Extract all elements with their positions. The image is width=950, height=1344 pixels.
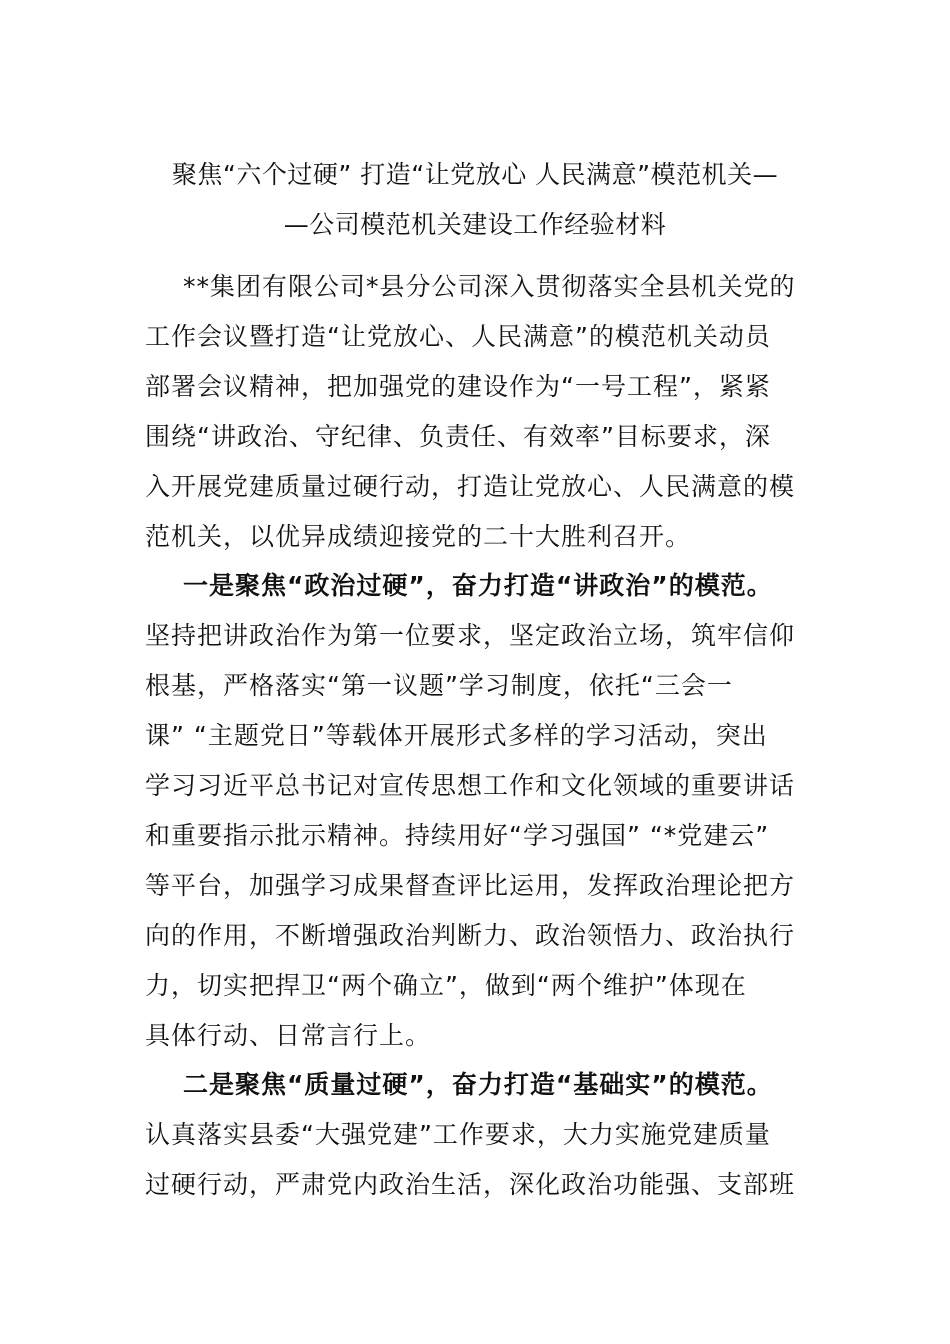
body-line: 学习习近平总书记对宣传思想工作和文化领域的重要讲话 [145,771,796,800]
body-line: 向的作用，不断增强政治判断力、政治领悟力、政治执行 [145,921,796,950]
body-line: 课” “主题党日”等载体开展形式多样的学习活动，突出 [145,721,768,750]
body-line: **集团有限公司*县分公司深入贯彻落实全县机关党的 [183,272,796,301]
section-heading: 一是聚焦“政治过硬”，奋力打造“讲政治”的模范。 [183,571,773,600]
body-line: 过硬行动，严肃党内政治生活，深化政治功能强、支部班 [145,1170,796,1199]
body-line: 具体行动、日常言行上。 [145,1021,432,1050]
body-line: 部署会议精神，把加强党的建设作为“一号工程”，紧紧 [145,372,771,401]
document-title-line-1: 聚焦“六个过硬” 打造“让党放心 人民满意”模范机关— [171,160,779,189]
section-heading: 二是聚焦“质量过硬”，奋力打造“基础实”的模范。 [183,1070,773,1099]
body-line: 围绕“讲政治、守纪律、负责任、有效率”目标要求，深 [145,422,771,451]
body-line: 力，切实把捍卫“两个确立”，做到“两个维护”体现在 [145,971,747,1000]
body-line: 范机关，以优异成绩迎接党的二十大胜利召开。 [145,522,692,551]
body-line: 工作会议暨打造“让党放心、人民满意”的模范机关动员 [145,322,771,351]
body-line: 和重要指示批示精神。持续用好“学习强国” “*党建云” [145,821,770,850]
document-title-line-2: —公司模范机关建设工作经验材料 [283,210,667,239]
body-line: 认真落实县委“大强党建”工作要求，大力实施党建质量 [145,1120,771,1149]
body-line: 等平台，加强学习成果督查评比运用，发挥政治理论把方 [145,871,796,900]
body-line: 根基，严格落实“第一议题”学习制度，依托“三会一 [145,671,733,700]
body-line: 入开展党建质量过硬行动，打造让党放心、人民满意的模 [145,472,796,501]
body-line: 坚持把讲政治作为第一位要求，坚定政治立场，筑牢信仰 [145,621,796,650]
